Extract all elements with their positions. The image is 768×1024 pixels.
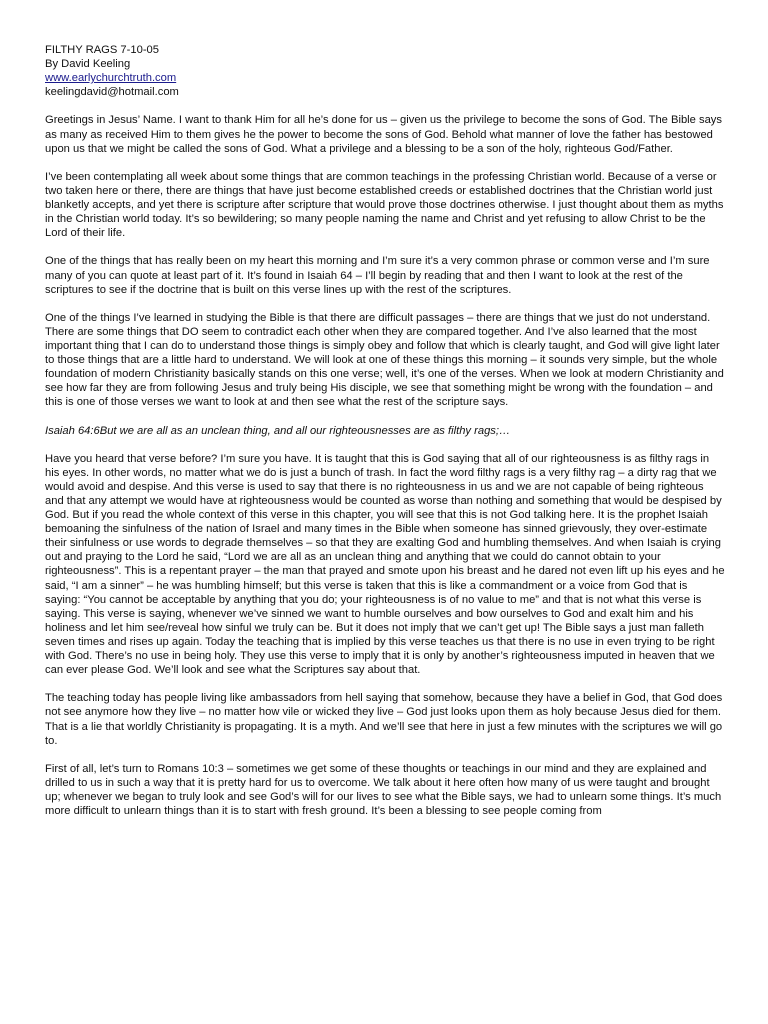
- document-title: FILTHY RAGS 7-10-05: [45, 44, 159, 56]
- paragraph-greeting: Greetings in Jesus’ Name. I want to thank Him for all he’s done for us – given us the privilege to become the sons of God. The Bible says as many as received Him to them gives he the power to become the sons of God. Behold what manner of love the father has bestowed upon us that we might be called the sons of God. What a privilege and a blessing to be a son of the holy, righteous God/Father.: [45, 114, 722, 155]
- paragraph-teaching-today: The teaching today has people living like ambassadors from hell saying that somehow, because they have a belief in God, that God does not see anymore how they live – no matter how vile or wicked they live – God just looks upon them as holy because Jesus died for them. That is a lie that worldly Christianity is propagating. It is a myth. And we’ll see that here in just a few minutes with the scriptures we will go to.: [45, 692, 723, 747]
- website-link-line: [45, 71, 725, 85]
- paragraph-filthy-rags: Have you heard that verse before? I’m sure you have. It is taught that this is God saying that all of our righteousness is as filthy rags in his eyes. In other words, no matter what we do is just a bunch of trash. In fact the word filthy rags is a very filthy rag – a dirty rag that we would avoid and despise. And this verse is used to say that there is no righteousness in us and we are not capable of being righteous and that any attempt we would have at righteousness would be counted as worse than nothing and something that would be despised by God. But if you read the whole context of this verse in this chapter, you will see that this is not God talking here. It is the prophet Isaiah bemoaning the sinfulness of the nation of Israel and many times in the Bible when someone has sinned grievously, they over-estimate their sinfulness or use words to degrade themselves – so that they are exalting God and humbling themselves. And when Isaiah is crying out and praying to the Lord he said, “Lord we are all as an unclean thing and anything that we could do cannot obtain to your righteousness”. This is a repentant prayer – the man that prayed and smote upon his breast and he dared not even lift up his eyes and he said, “I am a sinner” – he was humbling himself; but this verse is taken that this is like a commandment or a voice from God that is saying: “You cannot be acceptable by anything that you do; your righteousness is of no value to me” and that is not what this verse is saying. This verse is saying, whenever we’ve sinned we want to humble ourselves and bow ourselves to God and exalt him and his holiness and let him see/reveal how sinful we truly can be. But it does not imply that we can’t get up! The Bible says a just man falleth seven times and rises up again. Today the teaching that is implied by this verse teaches us that there is no use in even trying to be right with God. There’s no use in being holy. They use this verse to imply that it is only by another’s righteousness imputed in heaven that we can ever please God. We’ll look and see what the Scriptures say about that.: [45, 452, 725, 677]
- scripture-quote: Isaiah 64:6But we are all as an unclean thing, and all our righteousnesses are as filthy rags;…: [45, 424, 511, 437]
- email-line: keelingdavid@hotmail.com: [45, 86, 179, 99]
- author-line: By David Keeling: [45, 58, 131, 71]
- document-page: [45, 43, 725, 832]
- paragraph-difficult-passages: One of the things I’ve learned in studying the Bible is that there are difficult passages – there are things that we just do not understand. There are some things that DO seem to contradict each other when they are compared together. And I’ve also learned that the most important thing that I can do to understand those things is simply obey and follow that which is clearly taught, and God will give light later to those things that are a little hard to understand. We will look at one of these things this morning – it sounds very simple, but the whole foundation of modern Christianity basically stands on this one verse; well, it’s one of the verses. When we look at modern Christianity and see how far they are from following Jesus and truly being His disciple, we see that something might be wrong with the foundation – and this is one of those verses we want to look at and then see what the rest of the scripture says.: [45, 311, 724, 409]
- website-link[interactable]: www.earlychurchtruth.com: [45, 72, 177, 85]
- paragraph-isaiah-intro: One of the things that has really been on my heart this morning and I’m sure it’s a very common phrase or common verse and I’m sure many of you can quote at least part of it. It’s found in Isaiah 64 – I’ll begin by reading that and then I want to look at the rest of the scriptures to see if the doctrine that is built on this verse lines up with the rest of the scriptures.: [45, 255, 710, 296]
- paragraph-romans: First of all, let’s turn to Romans 10:3 – sometimes we get some of these thoughts or teachings in our mind and they are explained and drilled to us in such a way that it is pretty hard for us to overcome. We talk about it here often how many of us were taught and brought up; whenever we began to truly look and see God’s will for our lives to see what the Bible says, we had to unlearn some things. It’s much more difficult to unlearn things than it is to start with fresh ground. It’s been a blessing to see people coming from: [45, 762, 722, 818]
- paragraph-contemplating: I’ve been contemplating all week about some things that are common teachings in the professing Christian world. Because of a verse or two taken here or there, there are things that have just become established creeds or established doctrines that the Christian world just blanketly accepts, and yet there is scripture after scripture that would prove those doctrines otherwise. I just thought about them as myths in the Christian world today. It’s so bewildering; so many people naming the name and Christ and yet refusing to allow Christ to be the Lord of their life.: [45, 170, 724, 240]
- document-header: [45, 43, 725, 99]
